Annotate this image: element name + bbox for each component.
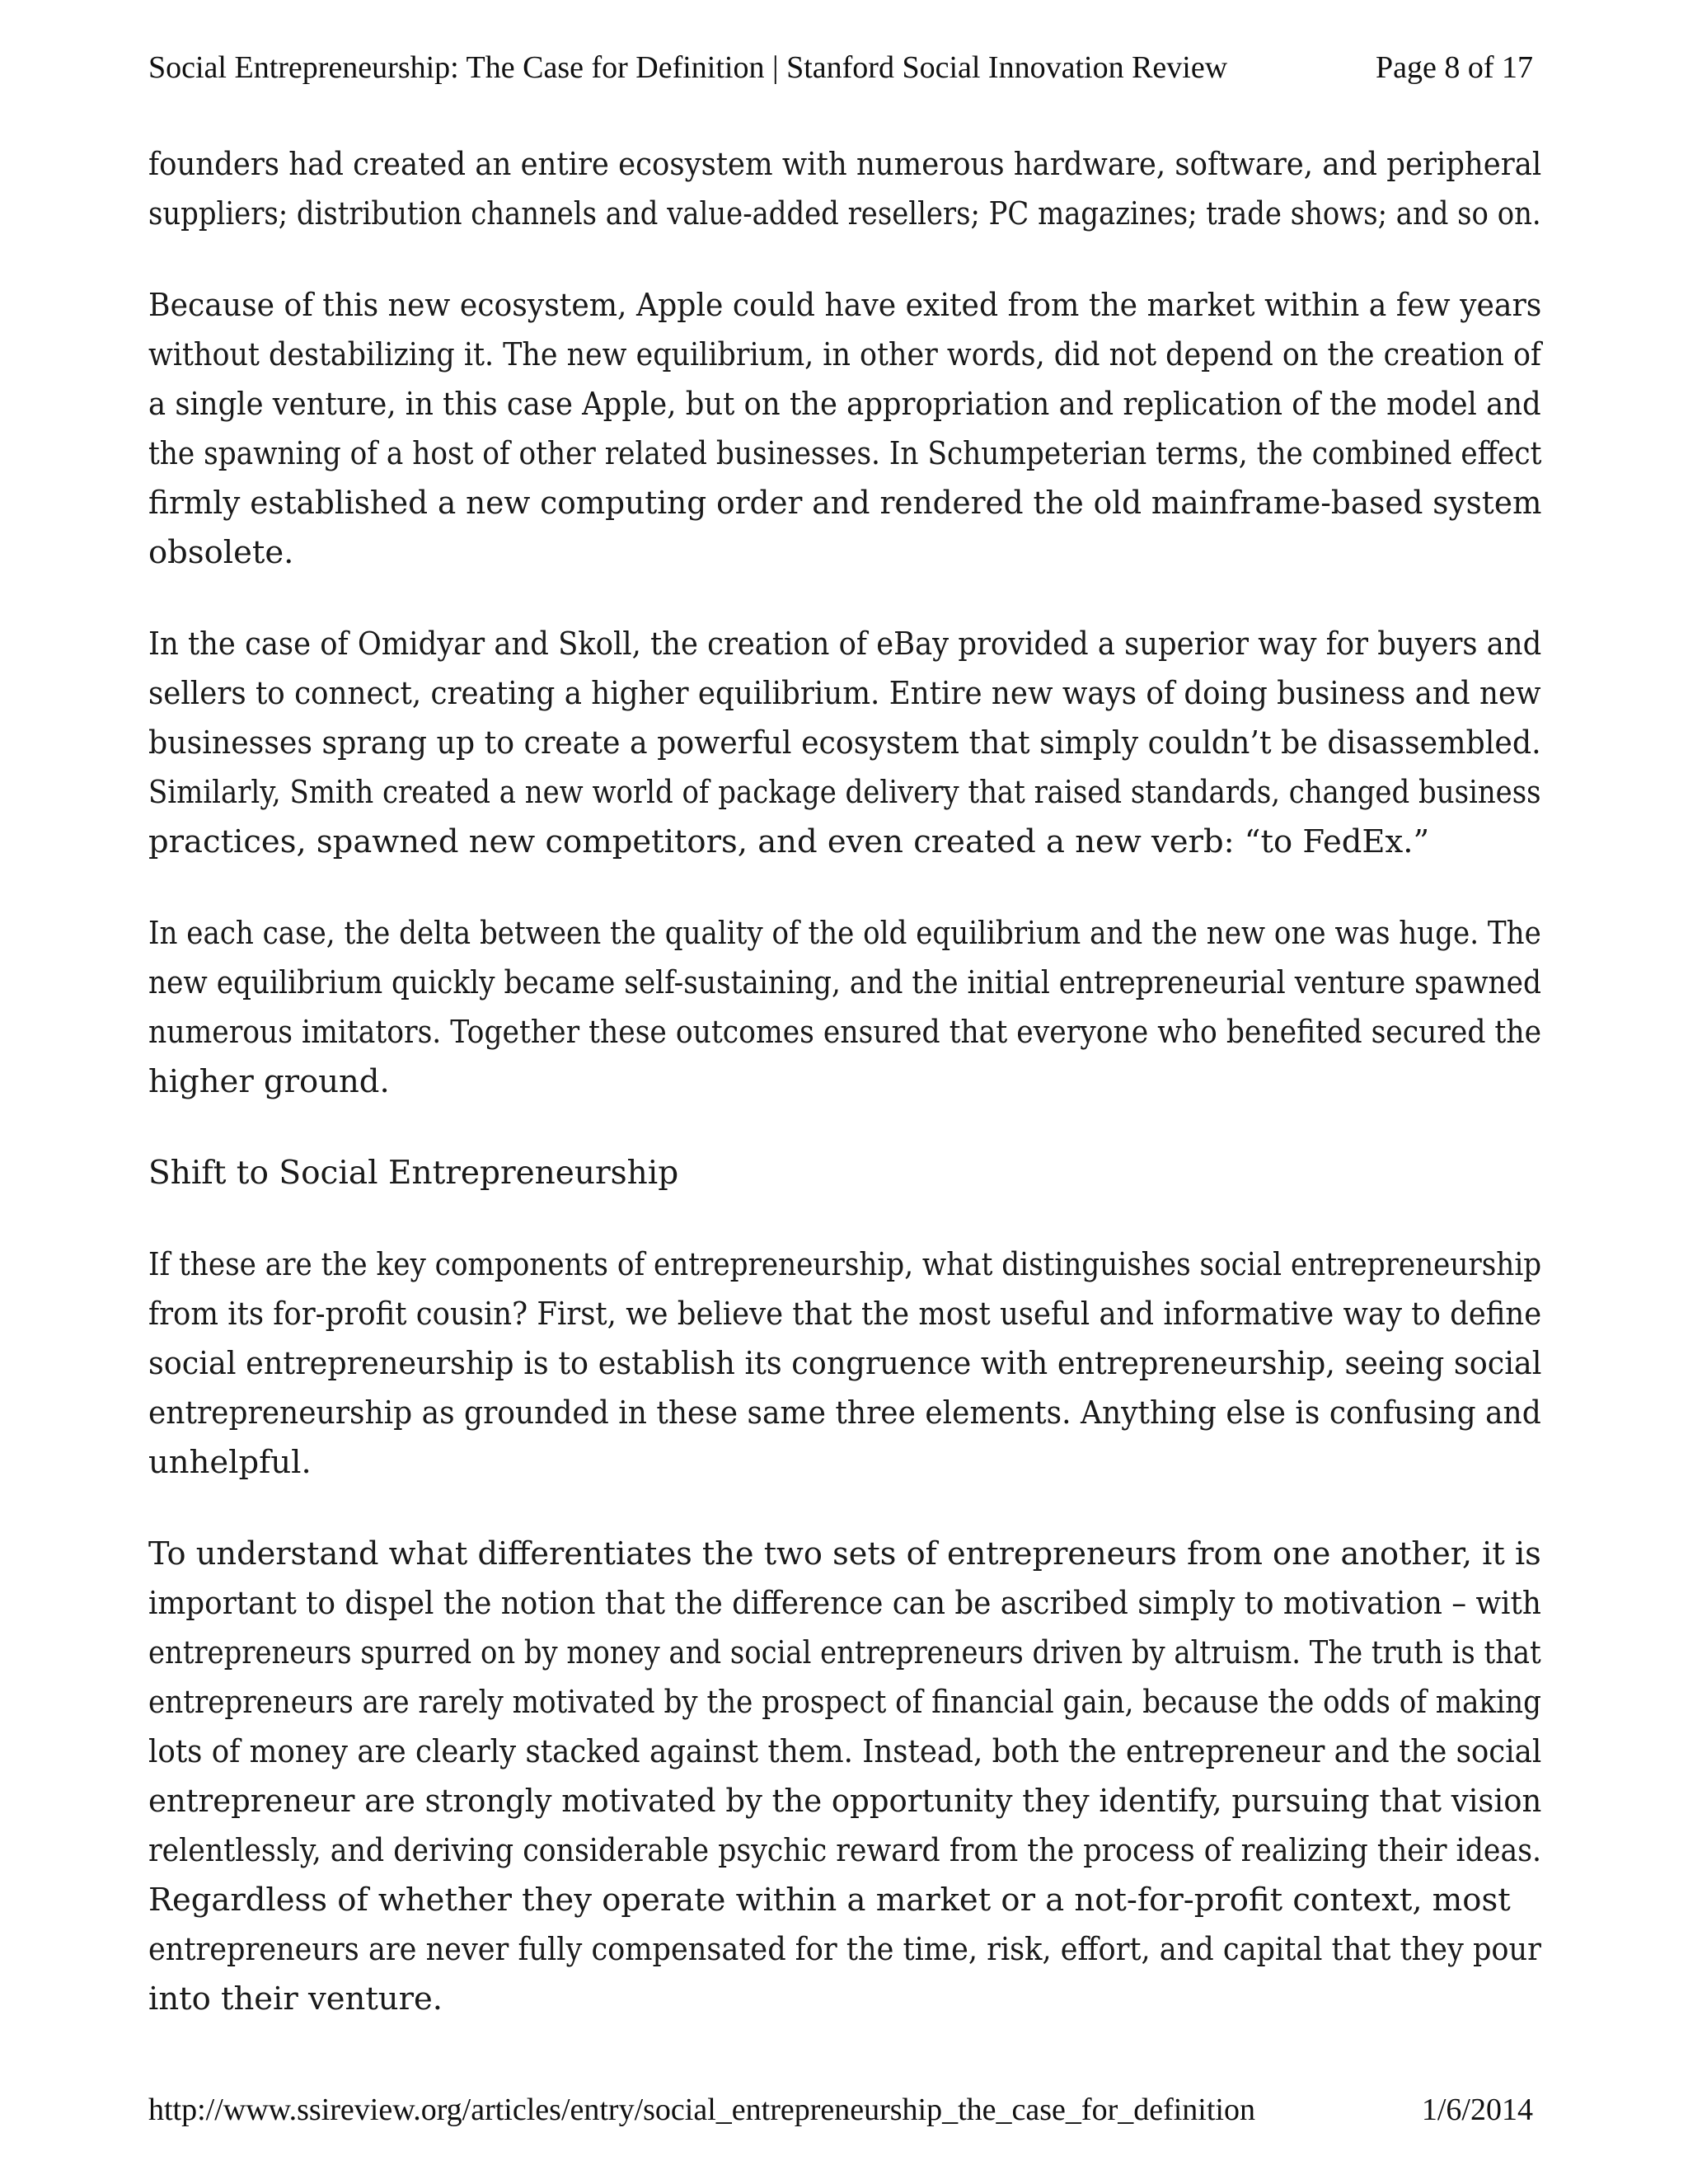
section-heading: Shift to Social Entrepreneurship: [148, 1155, 679, 1192]
text-line: obsolete.: [148, 534, 294, 571]
page-footer: [148, 2088, 1533, 2131]
text-line: Because of this new ecosystem, Apple could have exited from the market within a few years: [148, 287, 1542, 324]
text-line: higher ground.: [148, 1063, 390, 1100]
text-line: important to dispel the notion that the difference can be ascribed simply to motivation – with: [148, 1585, 1541, 1622]
text-line: Regardless of whether they operate within a market or a not-for-profit context, most: [148, 1882, 1511, 1919]
text-line: social entrepreneurship is to establish its congruence with entrepreneurship, seeing social: [148, 1345, 1542, 1382]
paragraph-4: [148, 909, 1541, 1107]
text-line: To understand what differentiates the two sets of entrepreneurs from one another, it is: [148, 1535, 1541, 1572]
text-line: entrepreneurs are never fully compensated for the time, risk, effort, and capital that they pour: [148, 1931, 1541, 1968]
text-line: unhelpful.: [148, 1444, 312, 1481]
paragraph-3: [148, 620, 1541, 867]
text-line: In the case of Omidyar and Skoll, the creation of eBay provided a superior way for buyers and: [148, 626, 1542, 663]
text-line: a single venture, in this case Apple, but on the appropriation and replication of the model and: [148, 386, 1541, 423]
text-line: sellers to connect, creating a higher equilibrium. Entire new ways of doing business and new: [148, 675, 1541, 712]
paragraph-1: [148, 140, 1541, 239]
footer-url[interactable]: http://www.ssireview.org/articles/entry/social_entrepreneurship_the_case_for_definition: [148, 2093, 1255, 2127]
text-line: entrepreneurs spurred on by money and social entrepreneurs driven by altruism. The truth is that: [148, 1634, 1541, 1671]
text-line: entrepreneur are strongly motivated by the opportunity they identify, pursuing that vision: [148, 1783, 1542, 1820]
paragraph-2: [148, 281, 1541, 578]
text-line: from its for-profit cousin? First, we believe that the most useful and informative way to define: [148, 1296, 1542, 1333]
text-line: founders had created an entire ecosystem with numerous hardware, software, and peripheral: [148, 146, 1542, 183]
page-header: [148, 46, 1533, 89]
text-line: In each case, the delta between the quality of the old equilibrium and the new one was huge. The: [148, 915, 1541, 952]
text-line: into their venture.: [148, 1980, 443, 2018]
text-line: businesses sprang up to create a powerful ecosystem that simply couldn’t be disassembled.: [148, 724, 1541, 762]
text-line: Similarly, Smith created a new world of package delivery that raised standards, changed business: [148, 774, 1541, 811]
article-body: [148, 140, 1541, 2066]
text-line: without destabilizing it. The new equilibrium, in other words, did not depend on the creation of: [148, 336, 1541, 373]
text-line: new equilibrium quickly became self-sustaining, and the initial entrepreneurial venture spawned: [148, 964, 1541, 1001]
text-line: relentlessly, and deriving considerable psychic reward from the process of realizing their ideas.: [148, 1832, 1542, 1869]
text-line: numerous imitators. Together these outcomes ensured that everyone who benefited secured the: [148, 1014, 1542, 1051]
text-line: the spawning of a host of other related businesses. In Schumpeterian terms, the combined effect: [148, 435, 1542, 472]
text-line: practices, spawned new competitors, and even created a new verb: “to FedEx.”: [148, 823, 1430, 860]
text-line: If these are the key components of entrepreneurship, what distinguishes social entrepreneurship: [148, 1246, 1542, 1283]
paragraph-6: [148, 1530, 1541, 2024]
text-line: entrepreneurship as grounded in these same three elements. Anything else is confusing and: [148, 1394, 1541, 1432]
header-title: Social Entrepreneurship: The Case for Definition | Stanford Social Innovation Review: [148, 50, 1228, 85]
text-line: lots of money are clearly stacked against them. Instead, both the entrepreneur and the social: [148, 1733, 1542, 1770]
text-line: entrepreneurs are rarely motivated by the prospect of financial gain, because the odds of making: [148, 1684, 1541, 1721]
footer-date: 1/6/2014: [1421, 2093, 1533, 2127]
text-line: suppliers; distribution channels and value-added resellers; PC magazines; trade shows; and so on.: [148, 195, 1541, 232]
paragraph-5: [148, 1240, 1541, 1488]
page-indicator: Page 8 of 17: [1375, 50, 1533, 85]
text-line: firmly established a new computing order and rendered the old mainframe-based system: [148, 485, 1542, 522]
